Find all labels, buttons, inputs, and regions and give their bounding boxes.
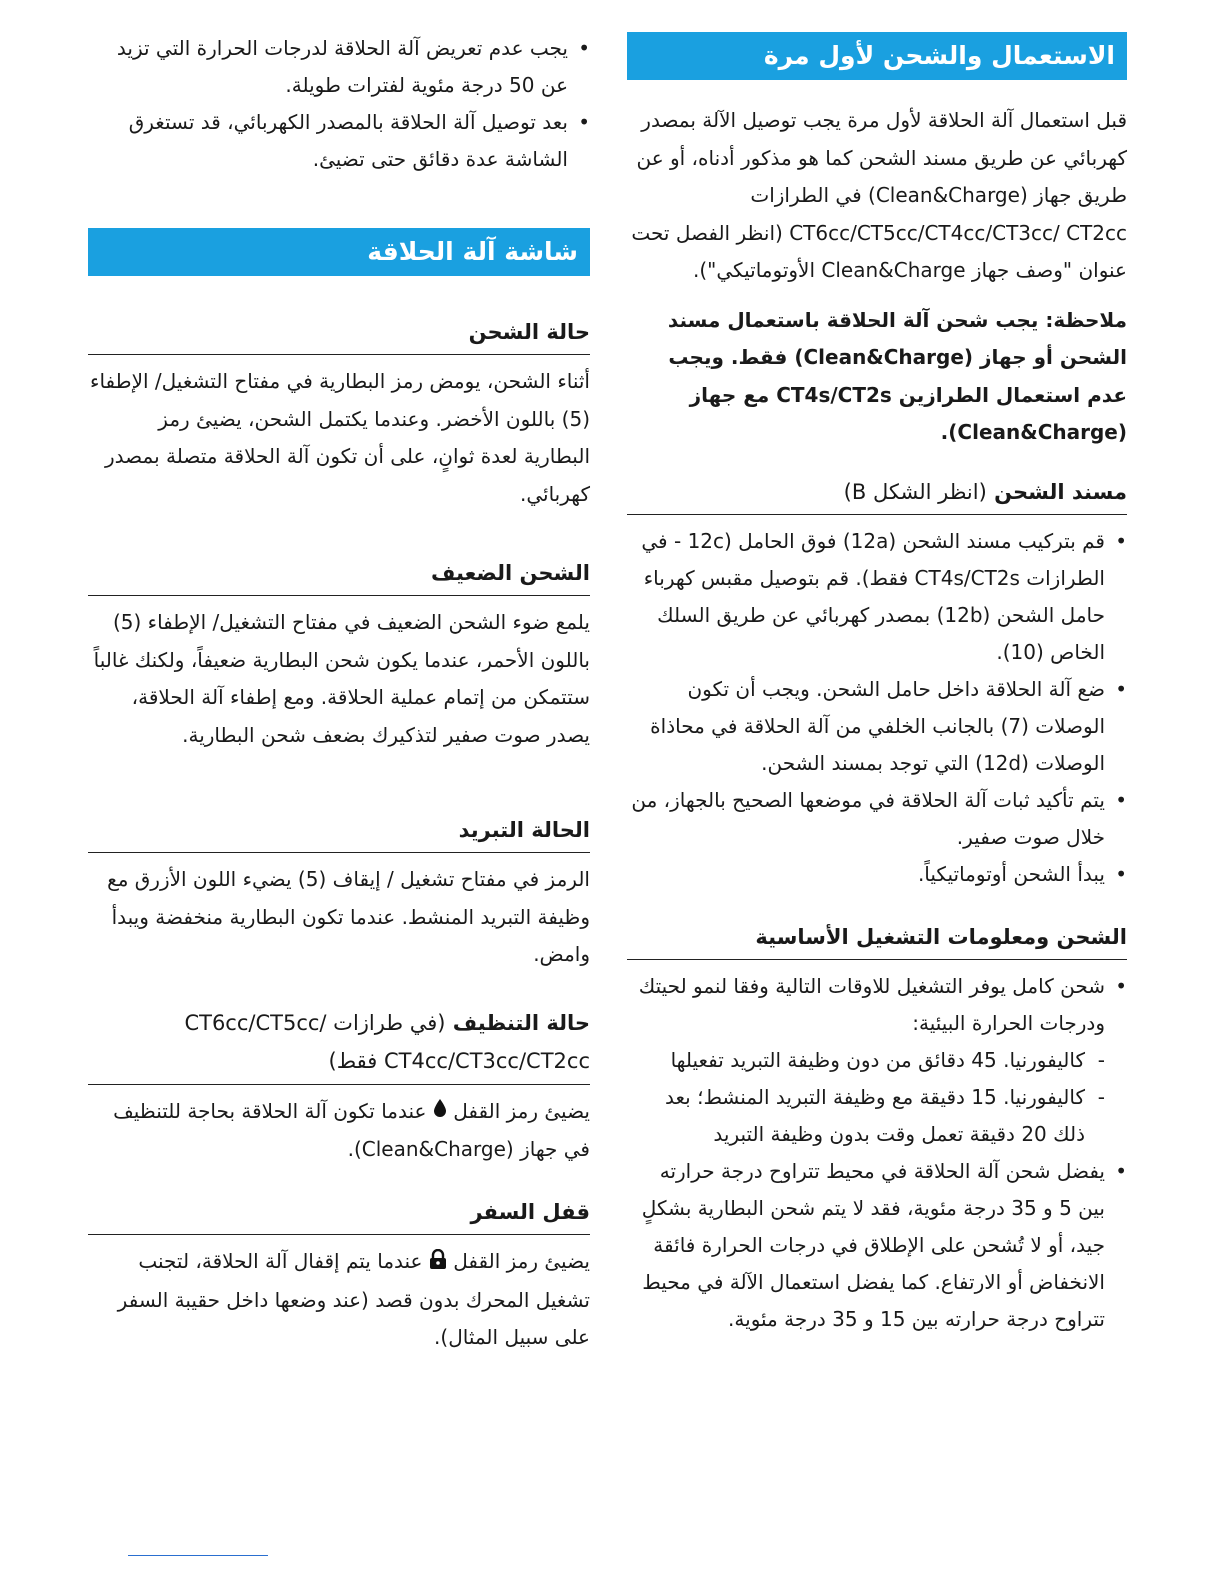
- list-item-text: بعد توصيل آلة الحلاقة بالمصدر الكهربائي، قد تستغرق الشاشة عدة دقائق حتى تضيئ.: [128, 110, 568, 171]
- footer-rule: [128, 1555, 268, 1556]
- runtime-dash-list: [627, 1042, 1127, 1153]
- charging-status-text: أثناء الشحن، يومض رمز البطارية في مفتاح التشغيل/ الإطفاء (5) باللون الأخضر. وعندما يكتمل الشحن، يضيئ رمز البطارية لعدة ثوانٍ، على أن تكون آلة الحلاقة متصلة بمصدر كهربائي.: [90, 369, 590, 506]
- dash-item-text: كاليفورنيا. 15 دقيقة مع وظيفة التبريد المنشط؛ بعد ذلك 20 دقيقة تعمل وقت بدون وظيفة التبريد: [665, 1084, 1085, 1146]
- lock-icon: [429, 1244, 447, 1282]
- cleaning-text-start: يضيئ رمز القفل: [453, 1098, 590, 1123]
- bullet-icon: •: [1115, 861, 1127, 886]
- charging-info-section: [627, 919, 1127, 1338]
- charging-status-heading: حالة الشحن: [468, 320, 590, 344]
- cleaning-text: [88, 1093, 590, 1169]
- bullet-icon: •: [1115, 1158, 1127, 1183]
- note-paragraph: ملاحظة: يجب شحن آلة الحلاقة باستعمال مسند الشحن أو جهاز (Clean&Charge) فقط. ويجب عدم استعمال الطرازين CT4s/CT2s مع جهاز (Clean&Charge).: [667, 307, 1127, 444]
- list-item: [627, 1153, 1127, 1338]
- cleaning-heading-models: (في طرازات CT6cc/CT5cc/ CT4cc/CT3cc/CT2cc فقط): [184, 1010, 590, 1073]
- travel-lock-heading: قفل السفر: [470, 1200, 590, 1225]
- list-item-text: يتم تأكيد ثبات آلة الحلاقة في موضعها الصحيح بالجهاز، من خلال صوت صفير.: [631, 787, 1105, 849]
- charging-stand-heading-ref: (انظر الشكل B): [843, 479, 987, 504]
- cleaning-heading: [88, 1004, 590, 1080]
- list-item: [627, 671, 1127, 782]
- charging-stand-heading: [627, 474, 1127, 510]
- cooling-heading: الحالة التبريد: [458, 818, 590, 842]
- list-item-text: ضع آلة الحلاقة داخل حامل الشحن. ويجب أن تكون الوصلات (7) بالجانب الخلفي من آلة الحلاقة في محاذاة الوصلات (12d) التي توجد بمسند الشحن.: [650, 676, 1105, 775]
- low-charge-text: يلمع ضوء الشحن الضعيف في مفتاح التشغيل/ الإطفاء (5) باللون الأحمر، عندما يكون شحن البطارية ضعيفاً، ولكنك غالباً ستتمكن من إتمام عملية الحلاقة. ومع إطفاء آلة الحلاقة، يصدر صوت صفير لتذكيرك بضعف شحن البطارية.: [93, 610, 590, 747]
- right-column: [627, 30, 1127, 1338]
- dash-icon: -: [1097, 1084, 1105, 1109]
- cleaning-heading-bold: حالة التنظيف: [452, 1010, 590, 1035]
- charging-info-heading: الشحن ومعلومات التشغيل الأساسية: [755, 924, 1127, 949]
- list-item-text: يفضل شحن آلة الحلاقة في محيط تتراوح درجة حرارته بين 5 و 35 درجة مئوية، فقد لا يتم شحن البطارية بشكلٍ جيد، أو لا تُشحن على الإطلاق في درجات الحرارة فائقة الانخفاض أو الارتفاع. كما يفضل استعمال الآلة في محيط تتراوح درجة حرارته بين 15 و 35 درجة مئوية.: [641, 1158, 1105, 1331]
- cleaning-section: [88, 1004, 590, 1169]
- divider: [627, 514, 1127, 515]
- low-charge-heading: الشحن الضعيف: [430, 561, 590, 585]
- list-item-text: قم بتركيب مسند الشحن (12a) فوق الحامل (12c - في الطرازات CT4s/CT2s فقط). قم بتوصيل مقبس كهرباء حامل الشحن (12b) بمصدر كهربائي عن طريق السلك الخاص (10).: [641, 528, 1105, 664]
- divider: [88, 852, 590, 853]
- travel-lock-text: [88, 1243, 590, 1356]
- travel-lock-text-start: يضيئ رمز القفل: [453, 1249, 590, 1274]
- list-item: [627, 856, 1127, 893]
- section-banner-display: شاشة آلة الحلاقة: [88, 228, 590, 276]
- bullet-icon: •: [578, 36, 590, 60]
- dash-item: [627, 1079, 1127, 1153]
- cleaning-text-end: عندما تكون آلة الحلاقة بحاجة للتنظيف في جهاز (Clean&Charge).: [113, 1098, 590, 1161]
- temperature-warning-list: [88, 30, 590, 178]
- cooling-text: الرمز في مفتاح تشغيل / إيقاف (5) يضيء اللون الأزرق مع وظيفة التبريد المنشط. عندما تكون البطارية منخفضة ويبدأ وامض.: [107, 867, 590, 966]
- intro-paragraph: قبل استعمال آلة الحلاقة لأول مرة يجب توصيل الآلة بمصدر كهربائي عن طريق مسند الشحن كما هو مذكور أدناه، أو عن طريق جهاز (Clean&Charge) في الطرازات CT6cc/CT5cc/CT4cc/CT3cc/ CT2cc (انظر الفصل تحت عنوان "وصف جهاز Clean&Charge الأوتوماتيكي").: [631, 108, 1127, 282]
- cooling-section: [88, 812, 590, 974]
- list-item: [88, 30, 590, 104]
- divider: [88, 595, 590, 596]
- charging-status-section: [88, 314, 590, 513]
- list-item: [88, 104, 590, 178]
- dash-icon: -: [1097, 1047, 1105, 1072]
- list-item: [627, 782, 1127, 856]
- bullet-icon: •: [1115, 528, 1127, 553]
- left-column: [88, 30, 590, 1357]
- charging-stand-section: [627, 474, 1127, 893]
- list-item-text: شحن كامل يوفر التشغيل للاوقات التالية وفقا لنمو لحيتك ودرجات الحرارة البيئية:: [638, 973, 1105, 1035]
- divider: [627, 959, 1127, 960]
- list-item: [627, 968, 1127, 1042]
- bullet-icon: •: [578, 110, 590, 134]
- list-item: [627, 523, 1127, 671]
- travel-lock-text-end: عندما يتم إقفال آلة الحلاقة، لتجنب تشغيل المحرك بدون قصد (عند وضعها داخل حقيبة السفر على سبيل المثال).: [117, 1249, 590, 1349]
- drop-icon: [433, 1093, 447, 1131]
- charging-info-list: [627, 968, 1127, 1042]
- bullet-icon: •: [1115, 973, 1127, 998]
- charging-stand-list: [627, 523, 1127, 893]
- divider: [88, 354, 590, 355]
- low-charge-section: [88, 555, 590, 754]
- list-item-text: يجب عدم تعريض آلة الحلاقة لدرجات الحرارة التي تزيد عن 50 درجة مئوية لفترات طويلة.: [116, 36, 568, 97]
- dash-item-text: كاليفورنيا. 45 دقائق من دون وظيفة التبريد تفعيلها: [670, 1047, 1085, 1072]
- bullet-icon: •: [1115, 676, 1127, 701]
- bullet-icon: •: [1115, 787, 1127, 812]
- section-banner-first-use: الاستعمال والشحن لأول مرة: [627, 32, 1127, 80]
- dash-item: [627, 1042, 1127, 1079]
- list-item-text: يبدأ الشحن أوتوماتيكياً.: [917, 861, 1105, 886]
- charging-stand-heading-bold: مسند الشحن: [994, 479, 1127, 504]
- divider: [88, 1084, 590, 1085]
- divider: [88, 1234, 590, 1235]
- charging-temp-list: [627, 1153, 1127, 1338]
- travel-lock-section: [88, 1194, 590, 1356]
